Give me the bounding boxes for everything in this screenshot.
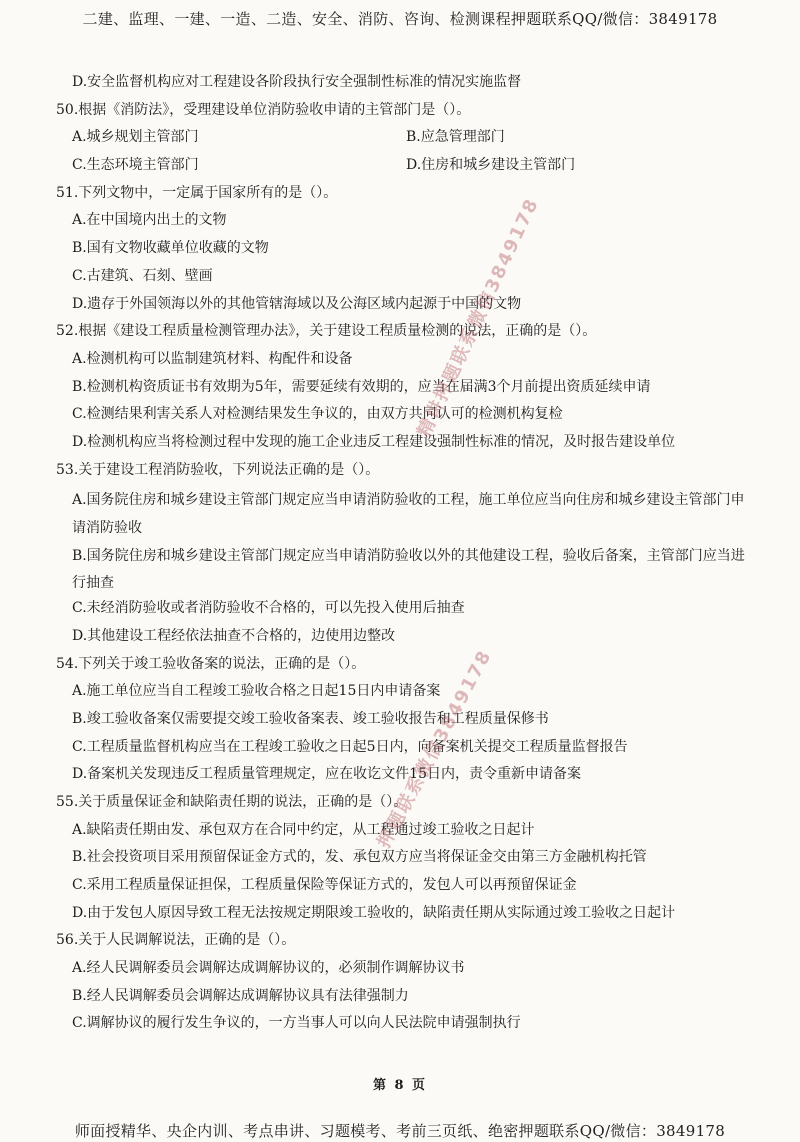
question-51-option-a: A.在中国境内出土的文物 (72, 212, 227, 229)
question-50-options-row-1 (72, 127, 746, 155)
question-51-option-b: B.国有文物收藏单位收藏的文物 (72, 240, 269, 257)
page-number: 第 8 页 (372, 1078, 428, 1093)
page-header: 二建、监理、一建、一造、二造、安全、消防、咨询、检测课程押题联系QQ/微信：3849178 (82, 10, 718, 28)
question-50-stem: 50.根据《消防法》，受理建设单位消防验收申请的主管部门是（）。 (56, 101, 471, 118)
question-51-option-d: D.遗存于外国领海以外的其他管辖海域以及公海区域内起源于中国的文物 (72, 295, 522, 312)
question-55-option-b: B.社会投资项目采用预留保证金方式的，发、承包双方应当将保证金交由第三方金融机构托管 (72, 849, 647, 866)
question-50-option-b: B.应急管理部门 (406, 129, 505, 146)
question-55-stem: 55.关于质量保证金和缺陷责任期的说法，正确的是（）。 (56, 793, 408, 810)
question-52-option-a: A.检测机构可以监制建筑材料、构配件和设备 (72, 350, 353, 367)
watermark-lower: 押题联系微信3849178 (373, 646, 497, 852)
page-footer: 师面授精华、央企内训、考点串讲、习题模考、考前三页纸、绝密押题联系QQ/微信：3849178 (74, 1122, 726, 1140)
prev-question-option-d: D.安全监督机构应对工程建设各阶段执行安全强制性标准的情况实施监督 (72, 74, 522, 90)
question-50-option-a: A.城乡规划主管部门 (72, 129, 199, 146)
question-53-option-b: B.国务院住房和城乡建设主管部门规定应当申请消防验收以外的其他建设工程，验收后备案，主管部门应当进行抽查 (72, 547, 745, 592)
question-56-option-a: A.经人民调解委员会调解达成调解协议的，必须制作调解协议书 (72, 960, 465, 977)
question-56-option-c: C.调解协议的履行发生争议的，一方当事人可以向人民法院申请强制执行 (72, 1015, 521, 1032)
question-53-option-a: A.国务院住房和城乡建设主管部门规定应当申请消防验收的工程，施工单位应当向住房和城乡建设主管部门申请消防验收 (72, 492, 745, 537)
question-55-option-d: D.由于发包人原因导致工程无法按规定期限竣工验收的，缺陷责任期从实际通过竣工验收之日起计 (72, 904, 676, 921)
question-54-option-c: C.工程质量监督机构应当在工程竣工验收之日起5日内，向备案机关提交工程质量监督报告 (72, 738, 628, 755)
question-53-stem: 53.关于建设工程消防验收，下列说法正确的是（）。 (56, 461, 380, 478)
question-53-option-c: C.未经消防验收或者消防验收不合格的，可以先投入使用后抽查 (72, 600, 465, 617)
exam-content (56, 72, 746, 1041)
question-54-stem: 54.下列关于竣工验收备案的说法，正确的是（）。 (56, 655, 366, 672)
question-52-option-d: D.检测机构应当将检测过程中发现的施工企业违反工程建设强制性标准的情况，及时报告建设单位 (72, 433, 676, 450)
question-50-option-c: C.生态环境主管部门 (72, 157, 199, 174)
question-51-option-c: C.古建筑、石刻、壁画 (72, 267, 213, 284)
question-51-stem: 51.下列文物中，一定属于国家所有的是（）。 (56, 184, 338, 201)
question-54-option-b: B.竣工验收备案仅需要提交竣工验收备案表、竣工验收报告和工程质量保修书 (72, 710, 549, 727)
question-52-option-c: C.检测结果利害关系人对检测结果发生争议的，由双方共同认可的检测机构复检 (72, 406, 563, 423)
question-56-stem: 56.关于人民调解说法，正确的是（）。 (56, 932, 296, 949)
watermark-upper: 精讲押题联系微信3849178 (413, 194, 544, 441)
question-54-option-a: A.施工单位应当自工程竣工验收合格之日起15日内申请备案 (72, 683, 441, 700)
question-50-options-row-2 (72, 155, 746, 183)
question-54-option-d: D.备案机关发现违反工程质量管理规定，应在收讫文件15日内，责令重新申请备案 (72, 766, 581, 783)
question-55-option-a: A.缺陷责任期由发、承包双方在合同中约定，从工程通过竣工验收之日起计 (72, 821, 535, 838)
question-52-option-b: B.检测机构资质证书有效期为5年，需要延续有效期的，应当在届满3个月前提出资质延续申请 (72, 378, 651, 395)
question-53-option-d: D.其他建设工程经依法抽查不合格的，边使用边整改 (72, 627, 396, 644)
question-52-stem: 52.根据《建设工程质量检测管理办法》，关于建设工程质量检测的说法，正确的是（）。 (56, 323, 597, 340)
question-50-option-d: D.住房和城乡建设主管部门 (406, 157, 576, 174)
question-55-option-c: C.采用工程质量保证担保，工程质量保险等保证方式的，发包人可以再预留保证金 (72, 877, 577, 893)
question-56-option-b: B.经人民调解委员会调解达成调解协议具有法律强制力 (72, 987, 409, 1004)
